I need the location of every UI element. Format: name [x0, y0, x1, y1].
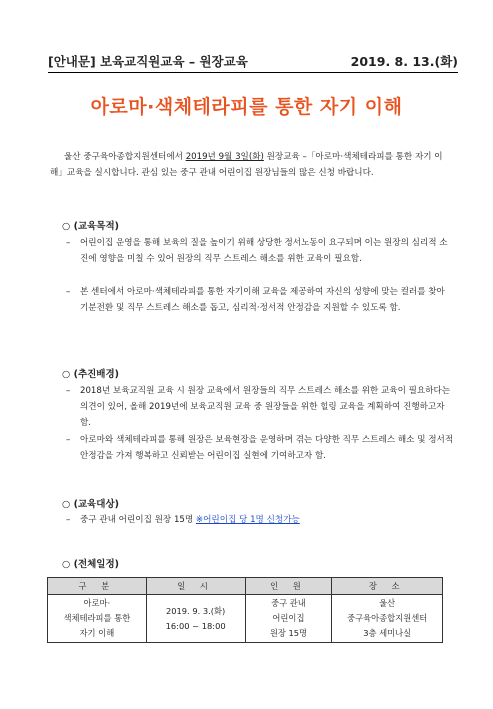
notice-header — [48, 50, 458, 73]
cell-people: 중구 관내 어린이집 원장 15명 — [245, 595, 332, 643]
intro-pre: 울산 중구육아종합지원센터에서 — [64, 152, 186, 162]
intro-paragraph — [50, 149, 455, 181]
section-heading-schedule: ○ (전체일정) — [62, 559, 119, 570]
cell-datetime: 2019. 9. 3.(화) 16:00 ~ 18:00 — [146, 595, 245, 643]
purpose-item-1 — [66, 235, 454, 267]
notice-date: 2019. 8. 13.(화) — [350, 54, 458, 69]
purpose-item-2-text: 본 센터에서 아로마·색체테라피를 통한 자기이해 교육을 제공하여 자신의 성향에 맞는 컬러를 찾아 기분전환 및 직무 스트레스 해소를 돕고, 심리적·정서적 안정감을 지원할 수 있도록 함. — [80, 287, 445, 313]
table-header-datetime: 일 시 — [146, 578, 245, 595]
background-item-2-text: 아로마와 색체테라피를 통해 원장은 보육현장을 운영하며 겪는 다양한 직무 스트레스 해소 및 정서적 안정감을 가져 행복하고 신뢰받는 어린이집 실현에 기여하고자 함. — [80, 435, 454, 461]
table-header-category: 구 분 — [48, 578, 147, 595]
purpose-item-2 — [66, 284, 454, 316]
cell-place: 울산 중구육아종합지원센터 3층 세미나실 — [332, 595, 443, 643]
bullet-dash: – — [66, 386, 71, 396]
bullet-dash: – — [66, 435, 71, 445]
bullet-dash: – — [66, 515, 71, 525]
target-text: 중구 관내 어린이집 원장 15명 — [80, 515, 196, 525]
bullet-dash: – — [66, 287, 71, 297]
background-item-1 — [66, 383, 454, 431]
table-header-place: 장 소 — [332, 578, 443, 595]
purpose-item-1-text: 어린이집 운영을 통해 보육의 질을 높이기 위해 상당한 정서노동이 요구되며 이는 원장의 심리적 소진에 영향을 미칠 수 있어 원장의 직무 스트레스 해소를 위한 교육이 필요함. — [80, 238, 448, 264]
background-item-1-text: 2018년 보육교직원 교육 시 원장 교육에서 원장들의 직무 스트레스 해소를 위한 교육이 필요하다는 의견이 있어, 올해 2019년에 보육교직원 교육 중 원장들을 위한 힐링 교육을 계획하여 진행하고자 함. — [80, 386, 451, 428]
target-item — [66, 512, 454, 528]
target-note: ※어린이집 당 1명 신청가능 — [195, 515, 300, 525]
table-row — [48, 595, 443, 643]
schedule-table — [47, 577, 443, 643]
section-heading-background: ○ (추진배경) — [62, 369, 119, 380]
page-title: 아로마·색체테라피를 통한 자기 이해 — [90, 96, 403, 118]
intro-post: 원장교육 –「아로마·색체테라피를 통한 자기 이해」교육을 실시합니다. 관심 있는 중구 관내 어린이집 원장님들의 많은 신청 바랍니다. — [50, 152, 443, 178]
bullet-dash: – — [66, 238, 71, 248]
table-header-people: 인 원 — [245, 578, 332, 595]
section-heading-purpose: ○ (교육목적) — [62, 221, 119, 232]
notice-category: [안내문] 보육교직원교육 – 원장교육 — [48, 54, 248, 69]
background-item-2 — [66, 432, 454, 464]
cell-category: 아로마· 색체테라피를 통한 자기 이해 — [48, 595, 147, 643]
section-heading-target: ○ (교육대상) — [62, 499, 119, 510]
intro-date: 2019년 9월 3일(화) — [185, 152, 264, 162]
